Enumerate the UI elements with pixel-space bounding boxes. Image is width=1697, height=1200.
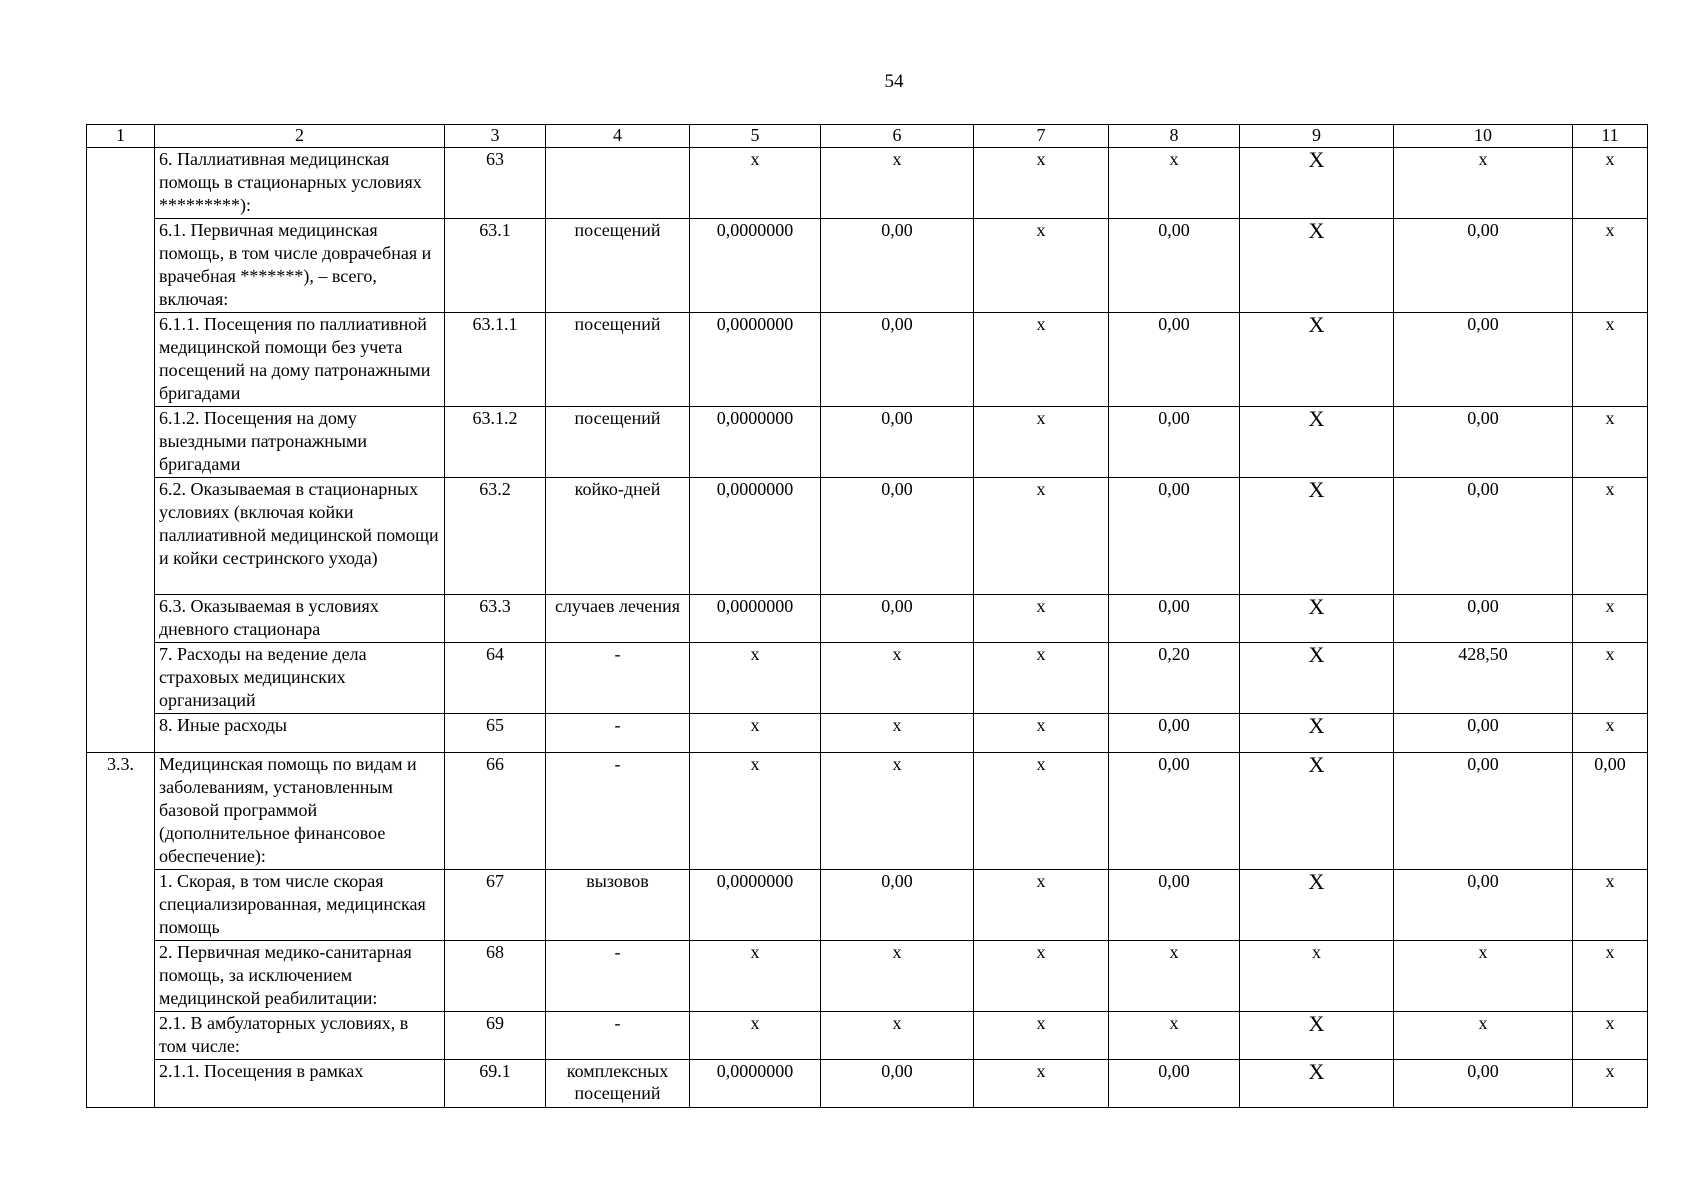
cell-col-8: 0,00 <box>1109 478 1240 595</box>
cell-col-10: 0,00 <box>1394 714 1573 753</box>
cell-col-11: х <box>1573 1012 1648 1060</box>
header-col-7: 7 <box>974 125 1109 148</box>
unit-of-measure: - <box>546 1012 690 1060</box>
cell-col-6: х <box>821 1012 974 1060</box>
cell-col-9: Х <box>1240 313 1394 407</box>
cell-col-5: 0,0000000 <box>690 870 821 941</box>
cell-col-9: Х <box>1240 219 1394 313</box>
cell-col-7: х <box>974 595 1109 643</box>
cell-col-7: х <box>974 407 1109 478</box>
cell-col-8: 0,00 <box>1109 753 1240 870</box>
row-name: 2.1. В амбулаторных условиях, в том числе: <box>155 1012 445 1060</box>
row-name: 6.1. Первичная медицинская помощь, в том числе доврачебная и врачебная *******), – всего, включая: <box>155 219 445 313</box>
cell-col-6: х <box>821 148 974 219</box>
cell-col-10: 428,50 <box>1394 643 1573 714</box>
cell-col-7: х <box>974 941 1109 1012</box>
line-code: 65 <box>445 714 546 753</box>
cell-col-5: х <box>690 148 821 219</box>
cell-col-5: х <box>690 643 821 714</box>
cell-col-11: х <box>1573 941 1648 1012</box>
cell-col-7: х <box>974 219 1109 313</box>
cell-col-6: 0,00 <box>821 870 974 941</box>
cell-col-10: 0,00 <box>1394 1060 1573 1108</box>
cell-col-11: х <box>1573 595 1648 643</box>
cell-col-6: х <box>821 714 974 753</box>
header-col-9: 9 <box>1240 125 1394 148</box>
unit-of-measure: - <box>546 941 690 1012</box>
cell-col-10: 0,00 <box>1394 407 1573 478</box>
table-row <box>87 148 1648 219</box>
cell-col-9: Х <box>1240 753 1394 870</box>
row-name: Медицинская помощь по видам и заболеваниям, установленным базовой программой (дополнительное финансовое обеспечение): <box>155 753 445 870</box>
header-col-3: 3 <box>445 125 546 148</box>
unit-of-measure: посещений <box>546 407 690 478</box>
cell-col-8: 0,20 <box>1109 643 1240 714</box>
cell-col-5: 0,0000000 <box>690 478 821 595</box>
unit-of-measure: вызовов <box>546 870 690 941</box>
cell-col-9: Х <box>1240 407 1394 478</box>
cell-col-10: 0,00 <box>1394 753 1573 870</box>
cell-col-11: х <box>1573 219 1648 313</box>
cell-col-9: Х <box>1240 1060 1394 1108</box>
cell-col-7: х <box>974 753 1109 870</box>
cell-col-8: 0,00 <box>1109 595 1240 643</box>
cell-col-10: х <box>1394 1012 1573 1060</box>
cell-col-10: х <box>1394 148 1573 219</box>
cell-col-7: х <box>974 1012 1109 1060</box>
cell-col-6: 0,00 <box>821 219 974 313</box>
cell-col-10: 0,00 <box>1394 478 1573 595</box>
header-col-10: 10 <box>1394 125 1573 148</box>
table-row <box>87 753 1648 870</box>
cell-col-5: 0,0000000 <box>690 313 821 407</box>
cell-col-9: Х <box>1240 870 1394 941</box>
cell-col-8: 0,00 <box>1109 313 1240 407</box>
cell-col-6: х <box>821 643 974 714</box>
row-name: 6.1.1. Посещения по паллиативной медицинской помощи без учета посещений на дому патронажными бригадами <box>155 313 445 407</box>
header-col-6: 6 <box>821 125 974 148</box>
cell-col-11: х <box>1573 643 1648 714</box>
row-name: 6. Паллиативная медицинская помощь в стационарных условиях *********): <box>155 148 445 219</box>
cell-col-7: х <box>974 643 1109 714</box>
cell-col-9: Х <box>1240 714 1394 753</box>
line-code: 67 <box>445 870 546 941</box>
cell-col-7: х <box>974 714 1109 753</box>
cell-col-5: 0,0000000 <box>690 1060 821 1108</box>
header-col-4: 4 <box>546 125 690 148</box>
header-col-1: 1 <box>87 125 155 148</box>
cell-col-6: 0,00 <box>821 595 974 643</box>
line-code: 63.2 <box>445 478 546 595</box>
table-row <box>87 407 1648 478</box>
line-code: 63 <box>445 148 546 219</box>
cell-col-7: х <box>974 313 1109 407</box>
unit-of-measure <box>546 148 690 219</box>
row-name: 7. Расходы на ведение дела страховых медицинских организаций <box>155 643 445 714</box>
table-row <box>87 1060 1648 1108</box>
cell-col-11: х <box>1573 1060 1648 1108</box>
cell-col-9: Х <box>1240 148 1394 219</box>
cell-col-9: Х <box>1240 595 1394 643</box>
cell-col-7: х <box>974 1060 1109 1108</box>
unit-of-measure: - <box>546 643 690 714</box>
line-code: 64 <box>445 643 546 714</box>
row-name: 6.1.2. Посещения на дому выездными патронажными бригадами <box>155 407 445 478</box>
line-code: 63.1.1 <box>445 313 546 407</box>
row-name: 6.2. Оказываемая в стационарных условиях (включая койки паллиативной медицинской помощи и койки сестринского ухода) <box>155 478 445 595</box>
line-code: 68 <box>445 941 546 1012</box>
cell-col-11: х <box>1573 313 1648 407</box>
cell-col-8: 0,00 <box>1109 219 1240 313</box>
cell-col-5: х <box>690 1012 821 1060</box>
cell-col-6: х <box>821 753 974 870</box>
cell-col-11: х <box>1573 478 1648 595</box>
cell-col-11: х <box>1573 148 1648 219</box>
row-name: 2.1.1. Посещения в рамках <box>155 1060 445 1108</box>
cell-col-9: Х <box>1240 478 1394 595</box>
header-col-5: 5 <box>690 125 821 148</box>
cell-col-6: 0,00 <box>821 313 974 407</box>
line-code: 69 <box>445 1012 546 1060</box>
unit-of-measure: комплексных посещений <box>546 1060 690 1108</box>
unit-of-measure: койко-дней <box>546 478 690 595</box>
line-code: 69.1 <box>445 1060 546 1108</box>
cell-col-9: Х <box>1240 1012 1394 1060</box>
cell-col-8: 0,00 <box>1109 1060 1240 1108</box>
header-col-2: 2 <box>155 125 445 148</box>
table-row <box>87 219 1648 313</box>
cell-col-6: х <box>821 941 974 1012</box>
table-row <box>87 643 1648 714</box>
data-table <box>86 124 1648 1108</box>
cell-col-9: Х <box>1240 643 1394 714</box>
cell-col-5: 0,0000000 <box>690 407 821 478</box>
cell-col-6: 0,00 <box>821 407 974 478</box>
cell-col-5: 0,0000000 <box>690 595 821 643</box>
table-row <box>87 941 1648 1012</box>
table-row <box>87 313 1648 407</box>
line-code: 66 <box>445 753 546 870</box>
unit-of-measure: - <box>546 753 690 870</box>
cell-col-7: х <box>974 148 1109 219</box>
cell-col-8: х <box>1109 148 1240 219</box>
cell-col-11: х <box>1573 714 1648 753</box>
table-row <box>87 1012 1648 1060</box>
cell-col-10: 0,00 <box>1394 219 1573 313</box>
table-row <box>87 478 1648 595</box>
cell-col-5: х <box>690 714 821 753</box>
cell-col-5: х <box>690 941 821 1012</box>
header-row <box>87 125 1648 148</box>
cell-col-5: х <box>690 753 821 870</box>
cell-col-8: х <box>1109 941 1240 1012</box>
cell-col-7: х <box>974 478 1109 595</box>
row-name: 6.3. Оказываемая в условиях дневного стационара <box>155 595 445 643</box>
header-col-11: 11 <box>1573 125 1648 148</box>
cell-col-8: х <box>1109 1012 1240 1060</box>
unit-of-measure: - <box>546 714 690 753</box>
row-name: 1. Скорая, в том числе скорая специализированная, медицинская помощь <box>155 870 445 941</box>
cell-col-9: х <box>1240 941 1394 1012</box>
line-code: 63.1.2 <box>445 407 546 478</box>
page-number: 54 <box>884 71 904 92</box>
line-code: 63.3 <box>445 595 546 643</box>
cell-col-11: 0,00 <box>1573 753 1648 870</box>
section-number: 3.3. <box>87 753 155 1108</box>
unit-of-measure: посещений <box>546 313 690 407</box>
cell-col-10: 0,00 <box>1394 313 1573 407</box>
cell-col-10: 0,00 <box>1394 870 1573 941</box>
cell-col-11: х <box>1573 870 1648 941</box>
cell-col-11: х <box>1573 407 1648 478</box>
cell-col-8: 0,00 <box>1109 407 1240 478</box>
cell-col-7: х <box>974 870 1109 941</box>
header-col-8: 8 <box>1109 125 1240 148</box>
cell-col-6: 0,00 <box>821 1060 974 1108</box>
table-row <box>87 714 1648 753</box>
row-name: 2. Первичная медико-санитарная помощь, за исключением медицинской реабилитации: <box>155 941 445 1012</box>
unit-of-measure: случаев лечения <box>546 595 690 643</box>
unit-of-measure: посещений <box>546 219 690 313</box>
cell-col-10: х <box>1394 941 1573 1012</box>
table-row <box>87 870 1648 941</box>
table-row <box>87 595 1648 643</box>
cell-col-5: 0,0000000 <box>690 219 821 313</box>
section-number <box>87 148 155 753</box>
row-name: 8. Иные расходы <box>155 714 445 753</box>
cell-col-6: 0,00 <box>821 478 974 595</box>
line-code: 63.1 <box>445 219 546 313</box>
cell-col-10: 0,00 <box>1394 595 1573 643</box>
cell-col-8: 0,00 <box>1109 870 1240 941</box>
cell-col-8: 0,00 <box>1109 714 1240 753</box>
